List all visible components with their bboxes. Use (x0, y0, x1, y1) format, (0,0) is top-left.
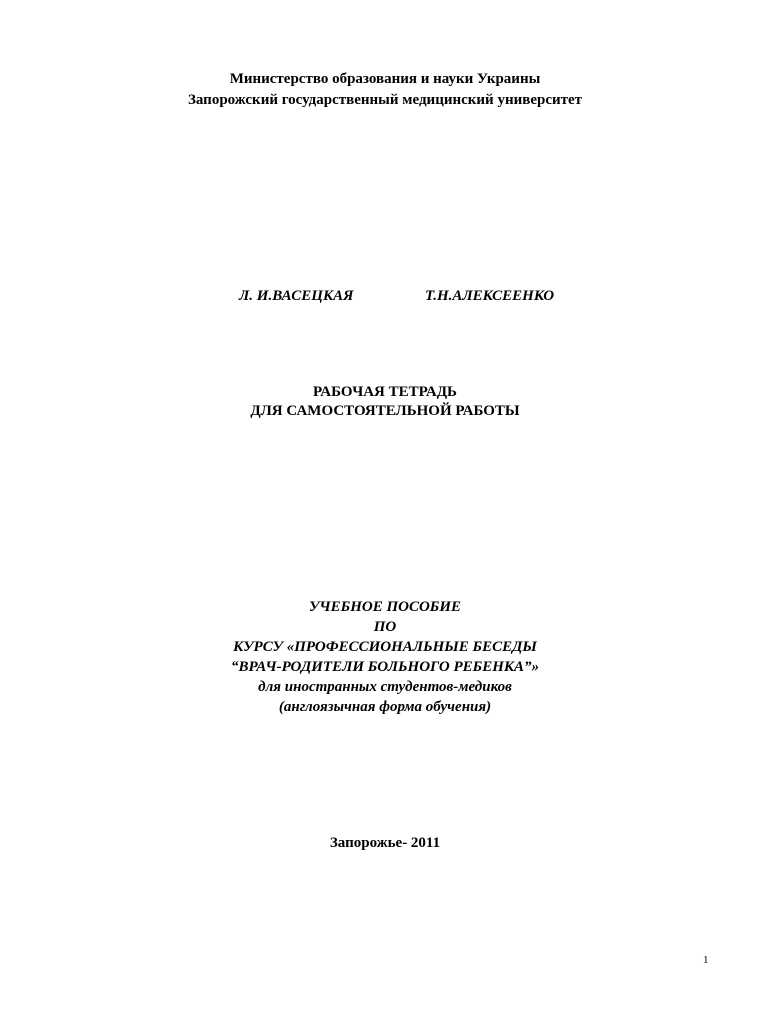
subtitle-line-5: для иностранных студентов-медиков (258, 679, 512, 695)
author-first: Л. И.ВАСЕЦКАЯ (239, 288, 354, 304)
subtitle-line-4: “ВРАЧ-РОДИТЕЛИ БОЛЬНОГО РЕБЕНКА”» (230, 659, 540, 675)
ministry-heading: Министерство образования и науки Украины (229, 71, 541, 87)
university-heading: Запорожский государственный медицинский университет (187, 92, 583, 108)
page-number: 1 (703, 954, 709, 966)
place-year: Запорожье- 2011 (329, 835, 441, 851)
authors-line (0, 287, 770, 307)
title-line-1: РАБОЧАЯ ТЕТРАДЬ (313, 384, 457, 400)
author-second: Т.Н.АЛЕКСЕЕНКО (425, 288, 555, 304)
subtitle-line-1: УЧЕБНОЕ ПОСОБИЕ (309, 599, 461, 615)
subtitle-line-6: (англоязычная форма обучения) (278, 699, 492, 715)
subtitle-line-3: КУРСУ «ПРОФЕССИОНАЛЬНЫЕ БЕСЕДЫ (233, 639, 537, 655)
title-line-2: ДЛЯ САМОСТОЯТЕЛЬНОЙ РАБОТЫ (250, 403, 520, 419)
subtitle-line-2: ПО (373, 619, 397, 635)
